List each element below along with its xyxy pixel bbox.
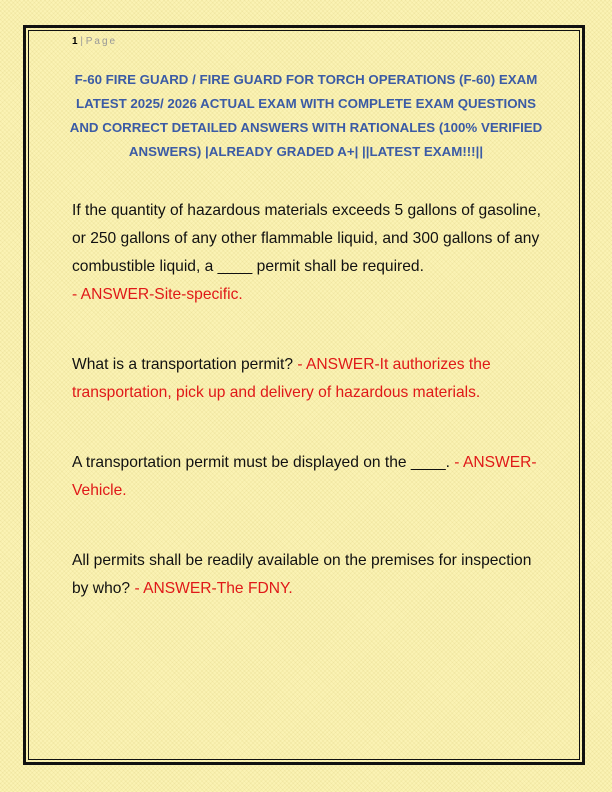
qa-item <box>72 547 552 603</box>
qa-list <box>72 197 552 603</box>
answer-text: - ANSWER-Site-specific. <box>72 286 243 303</box>
answer-text: - ANSWER-It authorizes the transportation, pick up and delivery of hazardous materials. <box>72 356 491 401</box>
qa-item <box>72 449 552 505</box>
page-separator: | <box>80 36 83 47</box>
question-text: What is a transportation permit? <box>72 356 294 373</box>
qa-item <box>72 351 552 407</box>
qa-item <box>72 197 552 309</box>
question-text: If the quantity of hazardous materials exceeds 5 gallons of gasoline, or 250 gallons of any other flammable liquid, and 300 gallons of any combustible liquid, a ____ permit shall be required. <box>72 202 541 275</box>
answer-text: - ANSWER-Vehicle. <box>72 454 537 499</box>
page-number: 1 <box>72 36 78 47</box>
question-text: All permits shall be readily available on the premises for inspection by who? <box>72 552 532 597</box>
document-title: F-60 FIRE GUARD / FIRE GUARD FOR TORCH OPERATIONS (F-60) EXAM LATEST 2025/ 2026 ACTUAL EXAM WITH COMPLETE EXAM QUESTIONS AND CORRECT DETAILED ANSWERS WITH RATIONALES (100% VERIFIED ANSWERS) |ALREADY GRADED A+| ||LATEST EXAM!!!|| <box>69 72 543 159</box>
page-header <box>72 36 117 47</box>
page-label: Page <box>85 36 118 47</box>
question-text: A transportation permit must be displayed on the ____. <box>72 454 450 471</box>
answer-text: - ANSWER-The FDNY. <box>134 580 293 597</box>
